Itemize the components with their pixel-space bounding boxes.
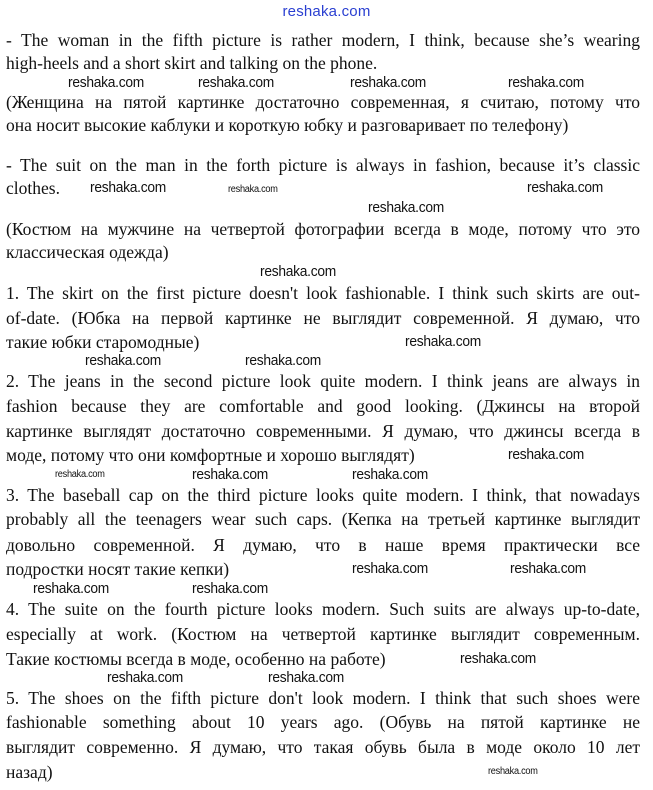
watermark: reshaka.com xyxy=(85,352,161,369)
watermark: reshaka.com xyxy=(260,263,336,280)
paragraph-9-line: выглядит современно. Я думаю, что такая обувь была в моде около 10 лет xyxy=(6,737,640,757)
watermark: reshaka.com xyxy=(228,184,278,195)
paragraph-4-line: классическая одежда) xyxy=(6,242,169,262)
paragraph-1-line: - The woman in the fifth picture is rather modern, I think, because she’s wearing xyxy=(6,30,640,50)
watermark: reshaka.com xyxy=(33,580,109,597)
watermark: reshaka.com xyxy=(527,179,603,196)
paragraph-6-line: моде, потому что они комфортные и хорошо выглядят) xyxy=(6,445,415,465)
paragraph-9-line: назад) xyxy=(6,762,53,782)
paragraph-3-line: - The suit on the man in the forth picture is always in fashion, because it’s classic xyxy=(6,155,640,175)
paragraph-6-line: картинке выглядят достаточно современными. Я думаю, что джинсы всегда в xyxy=(6,421,640,441)
paragraph-8-line: 4. The suite on the fourth picture looks modern. Such suits are always up-to-date, xyxy=(6,599,640,619)
paragraph-6-line: 2. The jeans in the second picture look quite modern. I think jeans are always in xyxy=(6,371,640,391)
watermark: reshaka.com xyxy=(508,446,584,463)
watermark: reshaka.com xyxy=(368,199,444,216)
watermark: reshaka.com xyxy=(488,766,538,777)
watermark: reshaka.com xyxy=(55,469,105,480)
paragraph-7-line: 3. The baseball cap on the third picture looks quite modern. I think, that nowadays xyxy=(6,485,640,505)
paragraph-1-line: high-heels and a short skirt and talking on the phone. xyxy=(6,53,378,73)
paragraph-8-line: especially at work. (Костюм на четвертой картинке выглядит современным. xyxy=(6,624,640,644)
paragraph-2-line: она носит высокие каблуки и короткую юбку и разговаривает по телефону) xyxy=(6,115,569,135)
paragraph-9-line: fashionable something about 10 years ago. (Обувь на пятой картинке не xyxy=(6,712,640,732)
paragraph-5-line: такие юбки старомодные) xyxy=(6,332,200,352)
watermark: reshaka.com xyxy=(192,580,268,597)
watermark: reshaka.com xyxy=(268,669,344,686)
paragraph-7-line: probably all the teenagers wear such caps. (Кепка на третьей картинке выглядит xyxy=(6,509,640,529)
watermark: reshaka.com xyxy=(107,669,183,686)
watermark: reshaka.com xyxy=(245,352,321,369)
watermark: reshaka.com xyxy=(350,74,426,91)
watermark: reshaka.com xyxy=(460,650,536,667)
watermark: reshaka.com xyxy=(508,74,584,91)
paragraph-8-line: Такие костюмы всегда в моде, особенно на работе) xyxy=(6,649,386,669)
paragraph-4-line: (Костюм на мужчине на четвертой фотографии всегда в моде, потому что это xyxy=(6,219,640,239)
paragraph-2-line: (Женщина на пятой картинке достаточно современная, я считаю, потому что xyxy=(6,92,640,112)
paragraph-9-line: 5. The shoes on the fifth picture don't look modern. I think that such shoes were xyxy=(6,688,640,708)
watermark: reshaka.com xyxy=(352,560,428,577)
watermark: reshaka.com xyxy=(198,74,274,91)
watermark: reshaka.com xyxy=(68,74,144,91)
paragraph-3-line: clothes. xyxy=(6,178,60,198)
watermark: reshaka.com xyxy=(90,179,166,196)
paragraph-7-line: довольно современной. Я думаю, что в наше время практически все xyxy=(6,535,640,555)
paragraph-5-line: of-date. (Юбка на первой картинке не выглядит современной. Я думаю, что xyxy=(6,308,640,328)
watermark: reshaka.com xyxy=(192,466,268,483)
paragraph-5-line: 1. The skirt on the first picture doesn't look fashionable. I think such skirts are out- xyxy=(6,283,640,303)
paragraph-6-line: fashion because they are comfortable and good looking. (Джинсы на второй xyxy=(6,396,640,416)
watermark: reshaka.com xyxy=(510,560,586,577)
site-header-watermark: reshaka.com xyxy=(282,3,371,20)
watermark: reshaka.com xyxy=(405,333,481,350)
paragraph-7-line: подростки носят такие кепки) xyxy=(6,559,230,579)
watermark: reshaka.com xyxy=(352,466,428,483)
